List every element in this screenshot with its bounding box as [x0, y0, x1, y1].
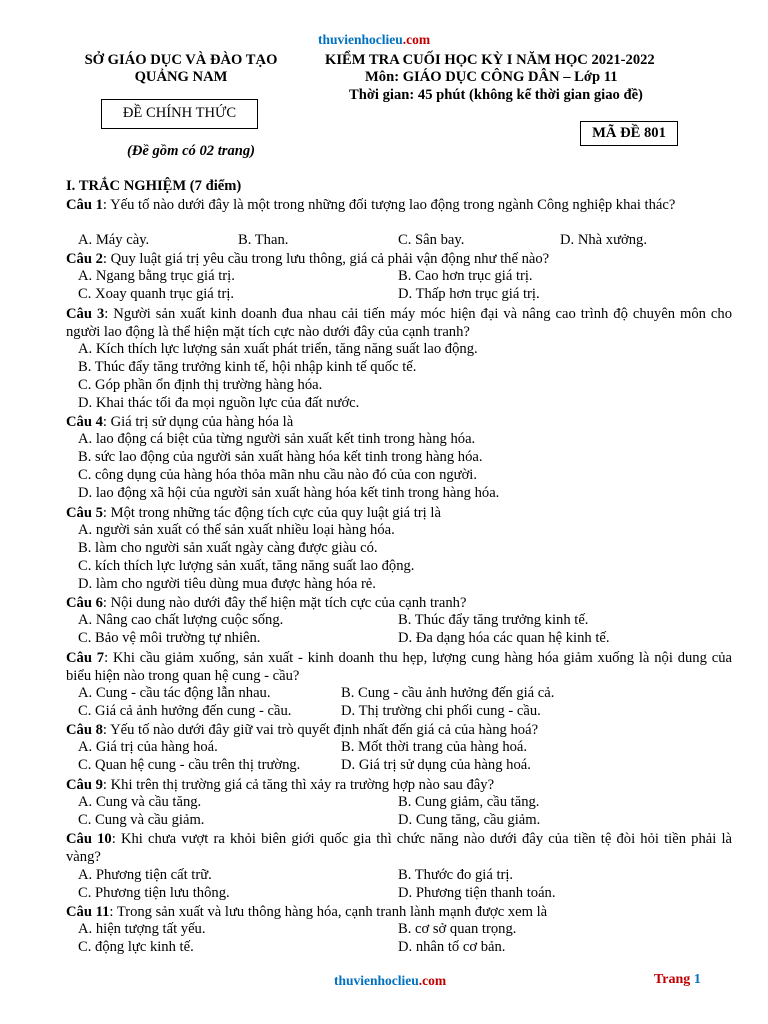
q3-option-c: C. Góp phần ổn định thị trường hàng hóa. [78, 377, 323, 393]
q11-option-a: A. hiện tượng tất yếu. [78, 921, 206, 937]
official-label: ĐỀ CHÍNH THỨC [101, 99, 258, 129]
q1-option-d: D. Nhà xưởng. [560, 232, 647, 248]
q11-option-d: D. nhân tố cơ bản. [398, 939, 506, 955]
q9-option-a: A. Cung và cầu tăng. [78, 794, 202, 810]
q2-option-b: B. Cao hơn trục giá trị. [398, 268, 533, 284]
q4-option-b: B. sức lao động của người sản xuất hàng hóa kết tinh trong hàng hóa. [78, 449, 483, 465]
q3-option-d: D. Khai thác tối đa mọi nguồn lực của đất nước. [78, 395, 360, 411]
q6-option-c: C. Bảo vệ môi trường tự nhiên. [78, 630, 261, 646]
q7-option-b: B. Cung - cầu ảnh hưởng đến giá cả. [341, 685, 555, 701]
question-7 [66, 649, 732, 685]
question-label: Câu 2 [66, 251, 103, 267]
question-text: : Nội dung nào dưới đây thể hiện mặt tích cực của cạnh tranh? [102, 595, 467, 611]
q9-option-d: D. Cung tăng, cầu giảm. [398, 812, 541, 828]
q1-option-b: B. Than. [238, 232, 289, 248]
dept-name-line1: SỞ GIÁO DỤC VÀ ĐÀO TẠO [84, 52, 278, 68]
exam-code: MÃ ĐỀ 801 [580, 121, 678, 146]
q8-option-b: B. Mốt thời trang của hàng hoá. [341, 739, 528, 755]
q5-option-d: D. làm cho người tiêu dùng mua được hàng hóa rẻ. [78, 576, 376, 592]
question-label: Câu 8 [66, 722, 103, 738]
exam-subject: Môn: GIÁO DỤC CÔNG DÂN – Lớp 11 [365, 69, 618, 85]
q1-option-a: A. Máy cày. [78, 232, 150, 248]
question-text: : Trong sản xuất và lưu thông hàng hóa, cạnh tranh lành mạnh được xem là [109, 904, 548, 920]
q11-option-b: B. cơ sở quan trọng. [398, 921, 517, 937]
question-label: Câu 7 [66, 650, 105, 666]
question-text: : Khi cầu giảm xuống, sản xuất - kinh doanh thu hẹp, lượng cung hàng hóa giảm xuống là nội dung của biểu hiện nào trong quan hệ cung - cầu? [66, 650, 732, 684]
q6-option-d: D. Đa dạng hóa các quan hệ kinh tế. [398, 630, 610, 646]
q3-option-b: B. Thúc đẩy tăng trưởng kinh tế, hội nhập kinh tế quốc tế. [78, 359, 417, 375]
question-2 [66, 250, 732, 268]
q10-option-b: B. Thước đo giá trị. [398, 867, 514, 883]
q7-option-a: A. Cung - cầu tác động lẫn nhau. [78, 685, 271, 701]
section-title: I. TRẮC NGHIỆM (7 điểm) [66, 178, 242, 194]
q2-option-c: C. Xoay quanh trục giá trị. [78, 286, 235, 302]
q7-option-c: C. Giá cả ảnh hưởng đến cung - cầu. [78, 703, 292, 719]
page-number [654, 972, 701, 988]
q11-option-c: C. động lực kinh tế. [78, 939, 194, 955]
q10-option-c: C. Phương tiện lưu thông. [78, 885, 230, 901]
watermark-top [318, 32, 430, 48]
question-11 [66, 903, 732, 921]
q1-option-c: C. Sân bay. [398, 232, 465, 248]
pages-note: (Đề gồm có 02 trang) [126, 143, 256, 159]
q3-option-a: A. Kích thích lực lượng sản xuất phát triển, tăng năng suất lao động. [78, 341, 478, 357]
question-label: Câu 3 [66, 306, 105, 322]
q8-option-c: C. Quan hệ cung - cầu trên thị trường. [78, 757, 301, 773]
q2-option-d: D. Thấp hơn trục giá trị. [398, 286, 540, 302]
question-text: : Khi trên thị trường giá cả tăng thì xảy ra trường hợp nào sau đây? [102, 777, 495, 793]
question-label: Câu 10 [66, 831, 112, 847]
q8-option-d: D. Giá trị sử dụng của hàng hoá. [341, 757, 531, 773]
question-label: Câu 1 [66, 197, 103, 213]
question-1-stem [66, 196, 732, 214]
question-label: Câu 11 [66, 904, 110, 920]
q5-option-b: B. làm cho người sản xuất ngày càng được giàu có. [78, 540, 378, 556]
question-text: : Giá trị sử dụng của hàng hóa là [102, 414, 294, 430]
q10-option-a: A. Phương tiện cất trữ. [78, 867, 212, 883]
question-label: Câu 5 [66, 505, 103, 521]
question-label: Câu 6 [66, 595, 103, 611]
question-text: : Quy luật giá trị yêu cầu trong lưu thông, giá cả phải vận động như thế nào? [102, 251, 550, 267]
question-label: Câu 9 [66, 777, 103, 793]
q10-option-d: D. Phương tiện thanh toán. [398, 885, 556, 901]
q5-option-a: A. người sản xuất có thể sản xuất nhiều loại hàng hóa. [78, 522, 395, 538]
watermark-site-name: thuvienhoclieu [334, 973, 419, 988]
exam-time: Thời gian: 45 phút (không kể thời gian giao đề) [349, 87, 643, 103]
question-label: Câu 4 [66, 414, 103, 430]
q6-option-a: A. Nâng cao chất lượng cuộc sống. [78, 612, 284, 628]
question-text: : Người sản xuất kinh doanh đua nhau cải tiến máy móc hiện đại và nâng cao trình độ chuyên môn cho người lao động là thể hiện mặt tích cực nào dưới đây của cạnh tranh? [66, 306, 732, 340]
q4-option-c: C. công dụng của hàng hóa thỏa mãn nhu cầu nào đó của con người. [78, 467, 478, 483]
question-text: : Yếu tố nào dưới đây là một trong những đối tượng lao động trong ngành Công nghiệp khai thác? [102, 197, 676, 213]
exam-title: KIỂM TRA CUỐI HỌC KỲ I NĂM HỌC 2021-2022 [325, 52, 655, 68]
question-text: : Một trong những tác động tích cực của quy luật giá trị là [102, 505, 441, 521]
question-1 [66, 196, 732, 214]
q8-option-a: A. Giá trị của hàng hoá. [78, 739, 218, 755]
q6-option-b: B. Thúc đẩy tăng trưởng kinh tế. [398, 612, 589, 628]
page-label: Trang [654, 972, 691, 987]
question-10 [66, 830, 732, 866]
question-text: : Khi chưa vượt ra khỏi biên giới quốc gia thì chức năng nào dưới đây của tiền tệ đòi hỏi tiền phải là vàng? [66, 831, 732, 865]
q5-option-c: C. kích thích lực lượng sản xuất, tăng năng suất lao động. [78, 558, 415, 574]
question-9 [66, 776, 732, 794]
page-number-value: 1 [693, 972, 701, 987]
watermark-site-tld: .com [418, 973, 447, 988]
q7-option-d: D. Thị trường chi phối cung - cầu. [341, 703, 541, 719]
question-4 [66, 413, 732, 431]
dept-name-line2: QUẢNG NAM [134, 69, 228, 85]
question-3 [66, 305, 732, 341]
q4-option-a: A. lao động cá biệt của từng người sản xuất kết tinh trong hàng hóa. [78, 431, 476, 447]
q4-option-d: D. lao động xã hội của người sản xuất hàng hóa kết tinh trong hàng hóa. [78, 485, 500, 501]
question-5 [66, 504, 732, 522]
watermark-site-name: thuvienhoclieu [318, 32, 403, 47]
q9-option-b: B. Cung giảm, cầu tăng. [398, 794, 540, 810]
question-text: : Yếu tố nào dưới đây giữ vai trò quyết định nhất đến giá cả của hàng hoá? [102, 722, 539, 738]
q9-option-c: C. Cung và cầu giảm. [78, 812, 205, 828]
watermark-bottom [334, 973, 446, 989]
q2-option-a: A. Ngang bằng trục giá trị. [78, 268, 235, 284]
question-8 [66, 721, 732, 739]
question-6 [66, 594, 732, 612]
watermark-site-tld: .com [402, 32, 431, 47]
